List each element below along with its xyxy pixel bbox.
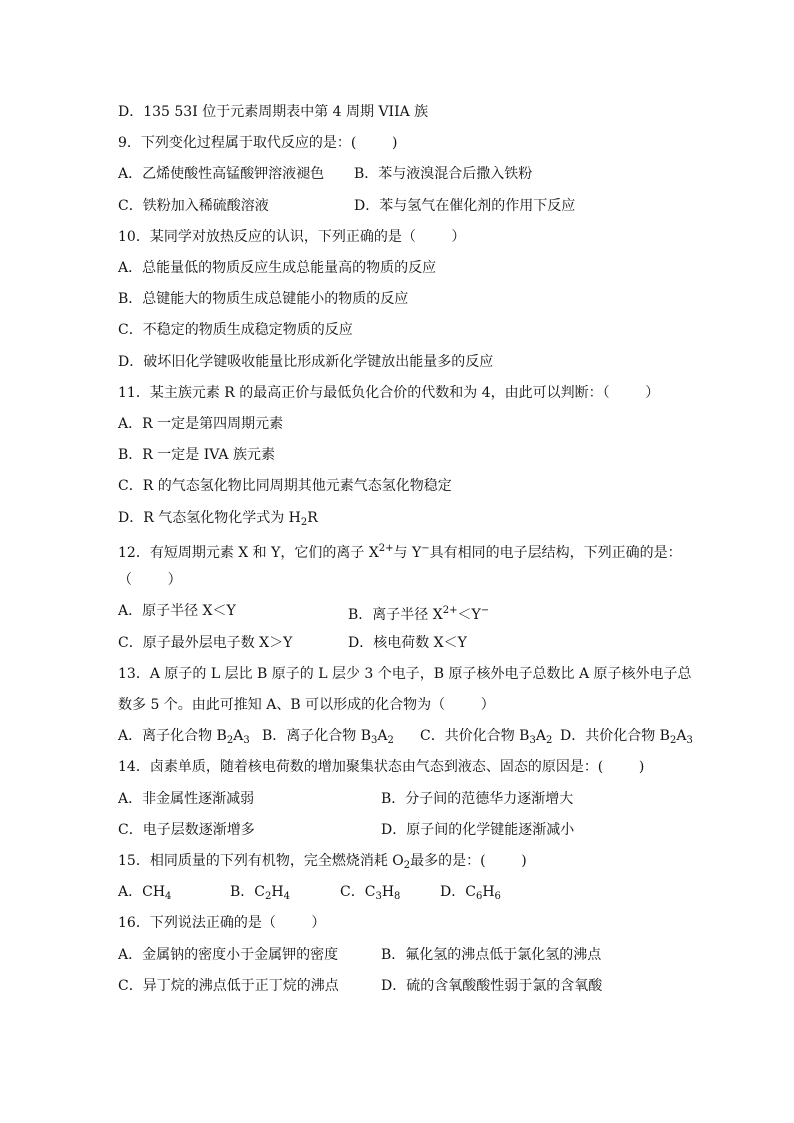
q13-b-sub2: 2: [387, 735, 394, 746]
q13-option-c: [420, 726, 552, 751]
q12-option-c: C．原子最外层电子数 X＞Y: [118, 635, 293, 651]
q15-a-sub1: 4: [165, 891, 172, 902]
q14-option-d: D．原子间的化学键能逐渐减小: [381, 822, 575, 838]
q15-stem-prefix: 15．相同质量的下列有机物，完全燃烧消耗 O: [118, 853, 404, 869]
q16-option-d: D．硫的含氧酸酸性弱于氯的含氧酸: [381, 978, 603, 994]
q13-d-sub1: 2: [669, 735, 677, 746]
q13-a-sub1: 2: [226, 735, 234, 746]
q12-stem-prefix: 12．有短周期元素 X 和 Y，它们的离子 X: [118, 545, 379, 561]
q15-option-d: [440, 882, 501, 907]
q16-option-a: A．金属钠的密度小于金属钾的密度: [118, 947, 339, 963]
q13-c-sub1: 3: [529, 735, 536, 746]
q10-stem: 10．某同学对放热反应的认识，下列正确的是（ ）: [118, 229, 466, 245]
q10-option-b: B．总键能大的物质生成总键能小的物质的反应: [118, 291, 409, 307]
q12-b-sup1: 2+: [442, 605, 458, 616]
q8-option-d: D．135 53I 位于元素周期表中第 4 周期 VIIA 族: [118, 104, 429, 120]
q11-option-c: C．R 的气态氢化物比同周期其他元素气态氢化物稳定: [118, 478, 452, 494]
q15-c-mid: H: [381, 884, 395, 900]
q16-option-b: B．氟化氢的沸点低于氯化氢的沸点: [381, 947, 602, 963]
q15-b-sub2: 4: [283, 891, 290, 902]
q14-stem: 14．卤素单质，随着核电荷数的增加聚集状态由气态到液态、固态的原因是：( ): [118, 759, 645, 775]
q16-option-c: C．异丁烷的沸点低于正丁烷的沸点: [118, 978, 339, 994]
q12-b-prefix: B．离子半径 X: [348, 607, 443, 623]
q11-option-a: A．R 一定是第四周期元素: [118, 416, 284, 432]
q13-d-mid: A: [676, 728, 687, 744]
q15-d-mid: H: [482, 884, 495, 900]
q15-stem: [118, 851, 527, 876]
q15-d-prefix: D．C: [440, 884, 476, 900]
q12-b-sup2: −: [480, 605, 490, 616]
q13-option-d: [560, 726, 693, 751]
q12-option-a: A．原子半径 X＜Y: [118, 603, 236, 619]
q12-stem-mid: 与 Y: [393, 545, 422, 561]
q13-d-sub2: 3: [686, 735, 693, 746]
q13-c-sub2: 2: [545, 735, 553, 746]
q15-b-mid: H: [271, 884, 284, 900]
q12-stem: [118, 539, 682, 563]
q15-d-sub1: 6: [475, 891, 483, 902]
q16-stem: 16．下列说法正确的是（ ）: [118, 915, 326, 931]
q10-option-a: A．总能量低的物质反应生成总能量高的物质的反应: [118, 260, 437, 276]
q15-b-prefix: B．C: [230, 884, 265, 900]
q12-option-d: D．核电荷数 X＜Y: [348, 635, 467, 651]
q14-option-c: C．电子层数逐渐增多: [118, 822, 255, 838]
q9-option-c: C．铁粉加入稀硫酸溶液: [118, 198, 269, 214]
q12-stem-suffix: 具有相同的电子层结构，下列正确的是：: [429, 545, 682, 561]
q9-option-a: A．乙烯使酸性高锰酸钾溶液褪色: [118, 166, 325, 182]
q13-b-prefix: B．离子化合物 B: [262, 728, 372, 744]
q10-option-c: C．不稳定的物质生成稳定物质的反应: [118, 322, 353, 338]
q10-option-d: D．破坏旧化学键吸收能量比形成新化学键放出能量多的反应: [118, 354, 494, 370]
q15-stem-suffix: 最多的是：( ): [410, 853, 527, 869]
q11-option-d: [118, 508, 318, 533]
q13-option-a: [118, 726, 250, 751]
q15-a-prefix: A．CH: [118, 884, 166, 900]
q15-option-c: [340, 882, 400, 907]
q14-option-a: A．非金属性逐渐减弱: [118, 791, 255, 807]
q13-b-sub1: 3: [371, 735, 378, 746]
q13-stem-line1: 13．A 原子的 L 层比 B 原子的 L 层少 3 个电子，B 原子核外电子总数比 A 原子核外电子总: [118, 666, 692, 682]
q13-a-sub2: 3: [243, 735, 250, 746]
q9-option-b: B．苯与液溴混合后撒入铁粉: [354, 166, 533, 182]
q15-b-sub1: 2: [265, 891, 272, 902]
q12-stem-sup1: 2+: [378, 543, 394, 554]
q12-b-mid: ＜Y: [457, 607, 481, 623]
q13-a-prefix: A．离子化合物 B: [118, 728, 227, 744]
q15-option-b: [230, 882, 290, 907]
q14-option-b: B．分子间的范德华力逐渐增大: [381, 791, 574, 807]
q11-option-b: B．R 一定是 IVA 族元素: [118, 447, 275, 463]
q11-d-prefix: D．R 气态氢化物化学式为 H: [118, 510, 301, 526]
q13-a-mid: A: [233, 728, 244, 744]
q13-d-prefix: D．共价化合物 B: [560, 728, 670, 744]
q15-stem-sub: 2: [403, 860, 411, 871]
q11-d-subscript: 2: [300, 517, 308, 528]
q12-option-b: [348, 601, 489, 625]
q9-stem: 9．下列变化过程属于取代反应的是：( ): [118, 135, 398, 151]
q15-c-sub2: 8: [394, 891, 401, 902]
q13-stem-line2: 数多 5 个。由此可推知 A、B 可以形成的化合物为（ ）: [118, 697, 495, 713]
q15-c-sub1: 3: [375, 891, 382, 902]
q13-b-mid: A: [377, 728, 388, 744]
q9-option-d: D．苯与氢气在催化剂的作用下反应: [354, 198, 576, 214]
q12-stem-line2: （ ）: [118, 572, 182, 588]
q13-c-prefix: C．共价化合物 B: [420, 728, 530, 744]
q13-option-b: [262, 726, 394, 751]
q12-stem-sup2: −: [421, 543, 430, 554]
q15-option-a: [118, 882, 171, 907]
q13-c-mid: A: [535, 728, 546, 744]
q15-d-sub2: 6: [494, 891, 501, 902]
q11-stem: 11．某主族元素 R 的最高正价与最低负化合价的代数和为 4，由此可以判断：（ ）: [118, 385, 660, 401]
q15-c-prefix: C．C: [340, 884, 376, 900]
q11-d-suffix: R: [307, 510, 318, 526]
